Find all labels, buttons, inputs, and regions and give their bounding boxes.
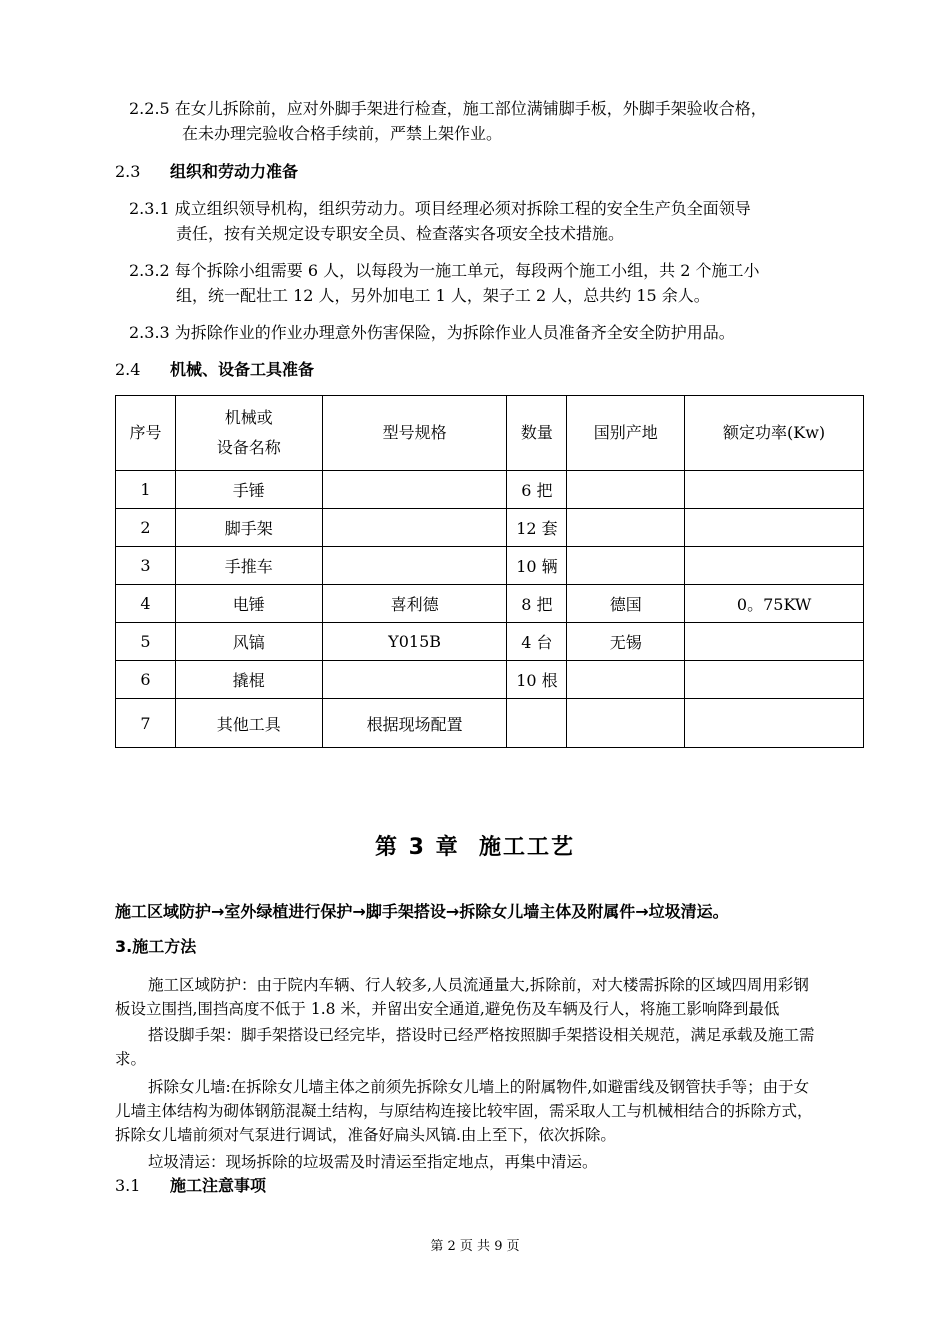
table-cell [567, 547, 685, 585]
item-2-3-2-line1: 2.3.2 每个拆除小组需要 6 人，以每段为一施工单元，每段两个施工小组，共 2 个施工小 [129, 261, 760, 280]
table-row [116, 623, 864, 661]
method-heading: 3.施工方法 [115, 937, 197, 956]
table-row [116, 661, 864, 699]
table-row [116, 547, 864, 585]
section-3-1-number: 3.1 [115, 1176, 141, 1195]
paragraph-line: 求。 [115, 1050, 147, 1068]
header-cell-line: 设备名称 [216, 438, 281, 457]
table-cell: Y015B [322, 623, 507, 661]
header-cell: 序号 [116, 396, 176, 471]
table-cell: 2 [116, 509, 176, 547]
page-number-footer: 第 2 页 共 9 页 [430, 1239, 520, 1254]
table-cell [685, 699, 864, 748]
header-cell-line: 机械或 [224, 408, 273, 427]
table-cell [322, 471, 507, 509]
table-cell: 7 [116, 699, 176, 748]
header-cell: 国别产地 [567, 396, 685, 471]
table-cell: 撬棍 [175, 661, 322, 699]
section-3-1-title: 施工注意事项 [170, 1176, 267, 1195]
item-2-3-1-line1: 2.3.1 成立组织领导机构，组织劳动力。项目经理必须对拆除工程的安全生产负全面领导 [129, 199, 751, 218]
table-cell: 4 [116, 585, 176, 623]
paragraph-line: 拆除女儿墙:在拆除女儿墙主体之前须先拆除女儿墙上的附属物件,如避雷线及钢管扶手等；由于女 [148, 1078, 810, 1096]
table-cell: 风镐 [175, 623, 322, 661]
table-cell: 1 [116, 471, 176, 509]
table-cell: 5 [116, 623, 176, 661]
table-cell [322, 509, 507, 547]
table-cell [567, 661, 685, 699]
table-header-row [116, 396, 864, 471]
header-cell: 额定功率(Kw) [685, 396, 864, 471]
table-cell: 3 [116, 547, 176, 585]
table-cell: 6 把 [507, 471, 567, 509]
table-cell: 8 把 [507, 585, 567, 623]
table-cell [322, 547, 507, 585]
table-cell [685, 509, 864, 547]
table-cell: 无锡 [567, 623, 685, 661]
section-2-4-number: 2.4 [115, 360, 141, 379]
table-cell [507, 699, 567, 748]
paragraph-line: 垃圾清运：现场拆除的垃圾需及时清运至指定地点，再集中清运。 [148, 1153, 598, 1171]
table-cell [685, 661, 864, 699]
table-cell: 喜利德 [322, 585, 507, 623]
paragraph-line: 儿墙主体结构为砌体钢筋混凝土结构，与原结构连接比较牢固，需采取人工与机械相结合的拆除方式， [115, 1102, 813, 1120]
table-row [116, 699, 864, 748]
table-cell: 电锤 [175, 585, 322, 623]
item-2-3-3: 2.3.3 为拆除作业的作业办理意外伤害保险，为拆除作业人员准备齐全安全防护用品。 [129, 323, 735, 342]
section-2-4-title: 机械、设备工具准备 [170, 360, 315, 379]
paragraph-line: 搭设脚手架：脚手架搭设已经完毕，搭设时已经严格按照脚手架搭设相关规范，满足承载及施工需 [148, 1026, 815, 1044]
equipment-table [115, 395, 864, 748]
table-cell: 其他工具 [175, 699, 322, 748]
header-cell: 数量 [507, 396, 567, 471]
table-row [116, 471, 864, 509]
table-cell: 4 台 [507, 623, 567, 661]
table-cell [567, 509, 685, 547]
chapter-title: 第 3 章 施工工艺 [375, 835, 575, 860]
table-row [116, 585, 864, 623]
table-cell: 脚手架 [175, 509, 322, 547]
process-flow: 施工区域防护→室外绿植进行保护→脚手架搭设→拆除女儿墙主体及附属件→垃圾清运。 [115, 902, 729, 921]
table-cell: 10 根 [507, 661, 567, 699]
table-cell: 6 [116, 661, 176, 699]
table-cell: 0。75KW [685, 585, 864, 623]
table-cell [567, 471, 685, 509]
table-cell: 德国 [567, 585, 685, 623]
table-cell: 根据现场配置 [322, 699, 507, 748]
section-2-3-number: 2.3 [115, 162, 141, 181]
table-cell: 10 辆 [507, 547, 567, 585]
header-cell [175, 396, 322, 471]
paragraph-line: 施工区域防护：由于院内车辆、行人较多,人员流通量大,拆除前，对大楼需拆除的区域四周用彩钢 [148, 976, 809, 994]
item-2-2-5-line1: 2.2.5 在女儿拆除前，应对外脚手架进行检查，施工部位满铺脚手板，外脚手架验收合格， [129, 99, 767, 118]
table-cell [685, 471, 864, 509]
item-2-2-5-line2: 在未办理完验收合格手续前，严禁上架作业。 [182, 124, 503, 143]
item-2-3-2-line2: 组，统一配壮工 12 人，另外加电工 1 人，架子工 2 人，总共约 15 余人。 [176, 286, 710, 305]
header-cell: 型号规格 [322, 396, 507, 471]
table-cell: 手锤 [175, 471, 322, 509]
table-row [116, 509, 864, 547]
table-cell: 12 套 [507, 509, 567, 547]
table-cell [322, 661, 507, 699]
table-cell: 手推车 [175, 547, 322, 585]
table-cell [567, 699, 685, 748]
paragraph-line: 拆除女儿墙前须对气泵进行调试，准备好扁头风镐.由上至下，依次拆除。 [115, 1126, 616, 1144]
paragraph-line: 板设立围挡,围挡高度不低于 1.8 米，并留出安全通道,避免伤及车辆及行人，将施工影响降到最低 [115, 1000, 780, 1018]
table-cell [685, 623, 864, 661]
table-cell [685, 547, 864, 585]
item-2-3-1-line2: 责任，按有关规定设专职安全员、检查落实各项安全技术措施。 [176, 224, 625, 243]
section-2-3-title: 组织和劳动力准备 [170, 162, 299, 181]
